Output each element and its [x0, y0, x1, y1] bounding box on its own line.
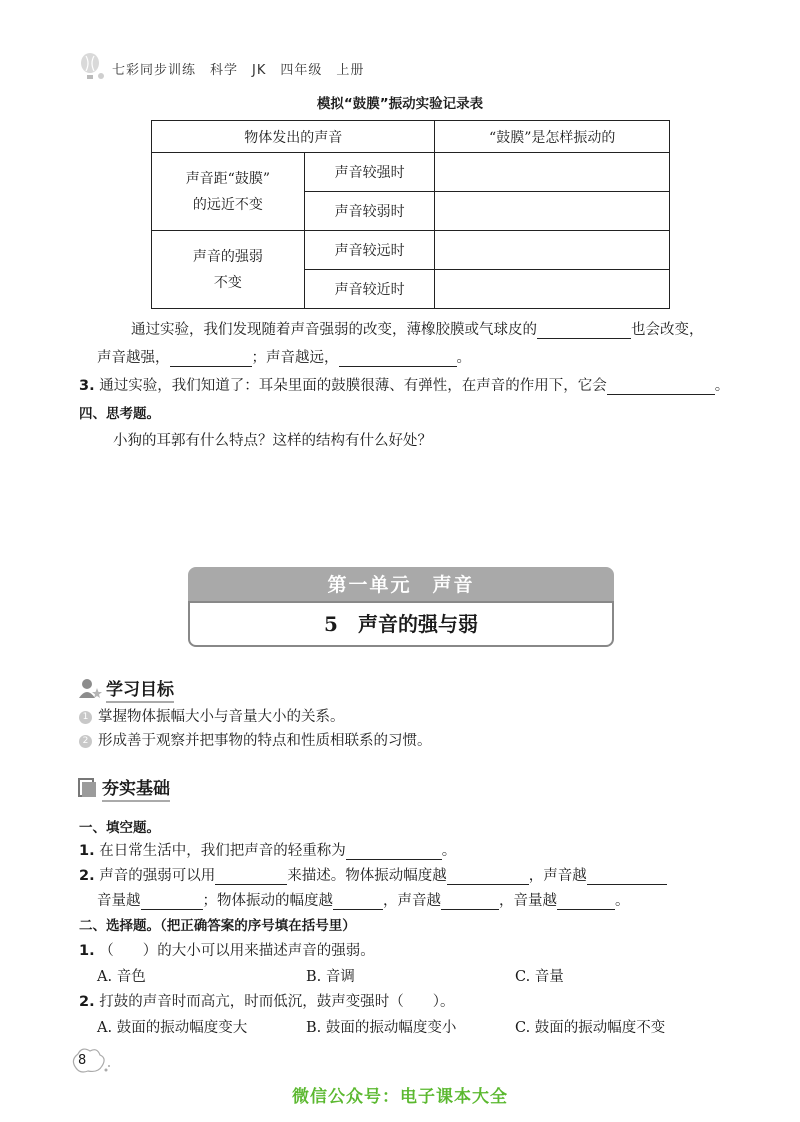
option-b[interactable]: B. 鼓面的振动幅度变小 [306, 1020, 457, 1036]
blank-line[interactable] [557, 893, 615, 910]
header-text: 七彩同步训练 科学 JK 四年级 上册 [112, 62, 365, 78]
choice-question-1: 1. （ ）的大小可以用来描述声音的强弱。 [79, 943, 375, 959]
goals-heading: 学习目标 [78, 675, 174, 703]
fill-question-1: 1. 在日常生活中，我们把声音的轻重称为 。 [79, 843, 457, 859]
answer-cell[interactable] [435, 231, 670, 270]
table-title: 模拟“鼓膜”振动实验记录表 [316, 96, 484, 112]
option-c[interactable]: C. 鼓面的振动幅度不变 [515, 1020, 666, 1036]
paragraph-line: 声音越强， ；声音越远， 。 [97, 350, 471, 366]
page-header [78, 56, 364, 80]
answer-cell[interactable] [435, 192, 670, 231]
option-b[interactable]: B. 音调 [306, 969, 355, 985]
answer-cell[interactable] [435, 270, 670, 309]
paragraph-line: 通过实验，我们发现随着声音强弱的改变，薄橡胶膜或气球皮的 也会改变， [131, 322, 704, 338]
blank-line[interactable] [587, 868, 667, 885]
blank-line[interactable] [346, 843, 442, 860]
goal-item: 1 掌握物体振幅大小与音量大小的关系。 [79, 708, 345, 726]
option-a[interactable]: A. 音色 [97, 969, 146, 985]
cloud-icon [70, 1046, 112, 1076]
unit-title: 第一单元 声音 [188, 567, 614, 603]
think-question: 小狗的耳郭有什么特点？这样的结构有什么好处？ [113, 433, 432, 449]
fill-question-2: 2. 声音的强弱可以用 来描述。物体振动幅度越 ，声音越 [79, 867, 667, 885]
page-number: 8 [78, 1053, 87, 1068]
blank-line[interactable] [441, 893, 499, 910]
basics-heading: 夯实基础 [78, 774, 170, 802]
blank-line[interactable] [537, 322, 631, 339]
section-heading: 四、思考题。 [79, 406, 160, 422]
balloon-logo-icon [78, 52, 108, 82]
group1-label: 声音距“鼓膜” 的远近不变 [152, 153, 305, 231]
group2-label: 声音的强弱 不变 [152, 231, 305, 309]
table-header-col1: 物体发出的声音 [152, 121, 435, 153]
person-star-icon [78, 678, 102, 700]
choice-question-2: 2. 打鼓的声音时而高亢，时而低沉，鼓声变强时（ ）。 [79, 994, 455, 1010]
table-row-label: 声音较强时 [304, 153, 435, 192]
table-header-col2: “鼓膜”是怎样振动的 [435, 121, 670, 153]
question-3: 3. 通过实验，我们知道了：耳朵里面的鼓膜很薄、有弹性，在声音的作用下，它会 。 [79, 378, 730, 394]
table-row-label: 声音较近时 [304, 270, 435, 309]
page-number-badge [70, 1046, 112, 1076]
option-c[interactable]: C. 音量 [515, 969, 564, 985]
lesson-title: 5 声音的强与弱 [188, 601, 614, 647]
experiment-record-table [151, 120, 670, 309]
fill-question-2-cont: 音量越 ；物体振动的幅度越 ，声音越 ，音量越 。 [97, 893, 630, 909]
blank-line[interactable] [607, 378, 715, 395]
blank-line[interactable] [215, 868, 287, 885]
table-row-label: 声音较弱时 [304, 192, 435, 231]
section-heading: 二、选择题。（把正确答案的序号填在括号里） [79, 918, 356, 934]
blank-line[interactable] [170, 350, 252, 367]
footer-watermark: 微信公众号：电子课本大全 [292, 1087, 508, 1107]
goal-item: 2 形成善于观察并把事物的特点和性质相联系的习惯。 [79, 732, 432, 750]
book-icon [78, 778, 98, 798]
blank-line[interactable] [339, 350, 457, 367]
blank-line[interactable] [447, 868, 529, 885]
answer-cell[interactable] [435, 153, 670, 192]
section-heading: 一、填空题。 [79, 820, 160, 836]
blank-line[interactable] [141, 893, 203, 910]
unit-banner [188, 567, 614, 645]
table-row-label: 声音较远时 [304, 231, 435, 270]
option-a[interactable]: A. 鼓面的振动幅度变大 [97, 1020, 248, 1036]
blank-line[interactable] [333, 893, 383, 910]
